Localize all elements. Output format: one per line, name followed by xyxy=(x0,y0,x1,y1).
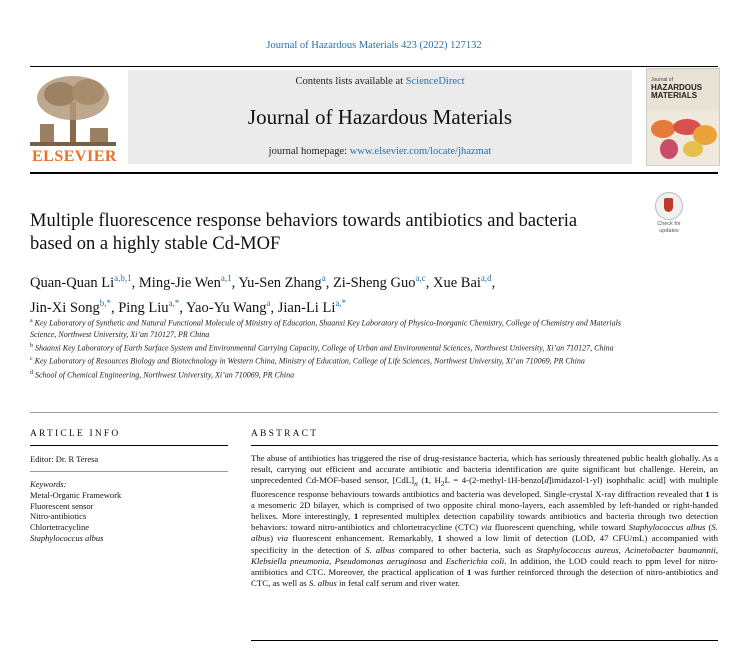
journal-banner xyxy=(128,70,632,164)
keyword: Nitro-antibiotics xyxy=(30,511,87,522)
article-info-heading: ARTICLE INFO xyxy=(30,429,121,439)
keyword: Staphylococcus albus xyxy=(30,532,104,543)
author[interactable]: Yu-Sen Zhang$^a$ xyxy=(238,273,326,291)
author[interactable]: Jin-Xi Song$^{b,*}$ xyxy=(30,297,111,316)
abstract-text: The abuse of antibiotics has triggered the rise of drug-resistance bacteria, which has seriously threatened public health globally. As a result, carrying out efficient and accurate antibiotic and bacteria identification are quite significant but challenge. Herein, an unprecedented Cd-MOF-based sensor, $[CdL]_n$ (1, $H_2L$ = 4-(2-methyl-1H-benzo[d]imidazol-1-yl) isophthalic acid] with multiple fluorescence response behaviours towards antibiotics and bacteria was developed. Single-crystal X-ray diffraction revealed that 1 is a mesomeric 2D bilayer, which is comprised of two opposite chiral mono-layers, each assembled by left-handed or right-handed helixes. More interestingly, 1 represented multiplex detection capability towards antibiotics and bacteria through two detection behaviors: toward nitro-antibiotics and chlortetracycline (CTC) via fluorescent quenching, while toward Staphylococcus albus (S. albus) via fluorescent enhancement. Remarkably, 1 showed a low limit of detection (LOD, 47 CFU/mL) accompanied with specificity in the detection of S. albus compared to other bacteria, such as Staphylococcus aureus, Acinetobacter baumannii, Klebsiella pneumonia, Pseudomonas aeruginosa and Escherichia coli. In addition, the LOD could reach to ppm level for nitro-antibiotics and CTC. Moreover, the practical application of 1 was further reinforced through the detection of nitro-antibiotics and CTC, as well as S. albus in fetal calf serum and river water. xyxy=(251,453,718,588)
abstract-rule xyxy=(251,445,718,446)
editor-rule xyxy=(30,471,228,472)
author[interactable]: Zi-Sheng Guo$^{a,c}$ xyxy=(332,273,426,291)
contents-prefix: Contents lists available at xyxy=(295,76,406,87)
affiliation: $^b$ Shaanxi Key Laboratory of Earth Surface System and Environmental Carrying Capacity, College of Urban and Environmental Sciences, Northwest University, Xi’an 710127, China xyxy=(30,342,614,353)
elsevier-wordmark: ELSEVIER xyxy=(32,148,117,165)
journal-cover[interactable] xyxy=(646,68,720,166)
author[interactable]: Yao-Yu Wang$^a$ xyxy=(186,297,271,316)
section-rule xyxy=(30,412,718,413)
affiliations xyxy=(30,316,630,382)
abstract-bottom-rule xyxy=(251,640,718,641)
sciencedirect-link[interactable]: ScienceDirect xyxy=(405,76,465,87)
cover-map-icon xyxy=(647,111,719,165)
keywords-block xyxy=(30,479,228,544)
keyword: Metal-Organic Framework xyxy=(30,489,122,500)
article-title xyxy=(30,210,640,256)
homepage-line xyxy=(128,146,632,157)
journal-reference[interactable]: Journal of Hazardous Materials 423 (2022) 127132 xyxy=(266,40,482,51)
keywords-label: Keywords: xyxy=(30,479,67,489)
affiliation: $^a$ Key Laboratory of Synthetic and Natural Functional Molecule of Ministry of Education, Shaanxi Key Laboratory of Physico-Inorganic Chemistry, College of Chemistry and Materials Science, Northwest University, Xi’an 710127, PR China xyxy=(30,318,621,339)
homepage-prefix: journal homepage: xyxy=(268,146,350,157)
keyword: Chlortetracycline xyxy=(30,522,90,533)
article-info-rule xyxy=(30,445,228,446)
contents-line xyxy=(128,76,632,87)
author[interactable]: Quan-Quan Li$^{a,b,1}$ xyxy=(30,273,132,291)
affiliation: $^d$ School of Chemical Engineering, Northwest University, Xi’an 710069, PR China xyxy=(30,369,295,380)
check-updates-icon xyxy=(655,192,683,220)
affiliation: $^c$ Key Laboratory of Resources Biology and Biotechnology in Western China, Ministry of Education, College of Life Sciences, Northwest University, Xi’an 710069, PR China xyxy=(30,356,585,366)
header-rule-top xyxy=(30,66,718,67)
title-line-2: based on a highly stable Cd-MOF xyxy=(30,234,281,254)
cover-line1: Journal of xyxy=(651,77,673,83)
check-for-updates-button[interactable] xyxy=(646,192,692,234)
author-list: Quan-Quan Li$^{a,b,1}$, Ming-Jie Wen$^{a,1}$, Yu-Sen Zhang$^a$, Zi-Sheng Guo$^{a,c}$, Xue Bai$^{a,d}$, Jin-Xi Song$^{b,*}$, Ping Liu$^{a,*}$, Yao-Yu Wang$^a$, Jian-Li $Li^{a,*}$ xyxy=(30,273,496,316)
cover-line3: MATERIALS xyxy=(651,91,698,100)
author[interactable]: Xue Bai$^{a,d}$ xyxy=(433,273,492,291)
check-updates-label: Check for updates xyxy=(657,221,681,234)
elsevier-tree-icon xyxy=(30,72,116,148)
homepage-link[interactable]: www.elsevier.com/locate/jhazmat xyxy=(349,146,492,157)
elsevier-logo[interactable] xyxy=(30,72,116,166)
author[interactable]: Ping Liu$^{a,*}$ xyxy=(118,297,180,316)
author[interactable]: Jian-Li $Li^{a,*}$ xyxy=(277,297,347,316)
cover-title xyxy=(651,84,702,100)
cover-line2: HAZARDOUS xyxy=(651,83,703,92)
title-line-1: Multiple fluorescence response behaviors towards antibiotics and bacteria xyxy=(30,211,578,231)
keyword: Fluorescent sensor xyxy=(30,500,94,511)
author[interactable]: Ming-Jie Wen$^{a,1}$ xyxy=(138,273,232,291)
header-rule-bottom xyxy=(30,172,718,174)
abstract-heading: ABSTRACT xyxy=(251,429,319,439)
editor-line: Editor: Dr. R Teresa xyxy=(30,454,99,464)
journal-title: Journal of Hazardous Materials xyxy=(247,105,513,129)
